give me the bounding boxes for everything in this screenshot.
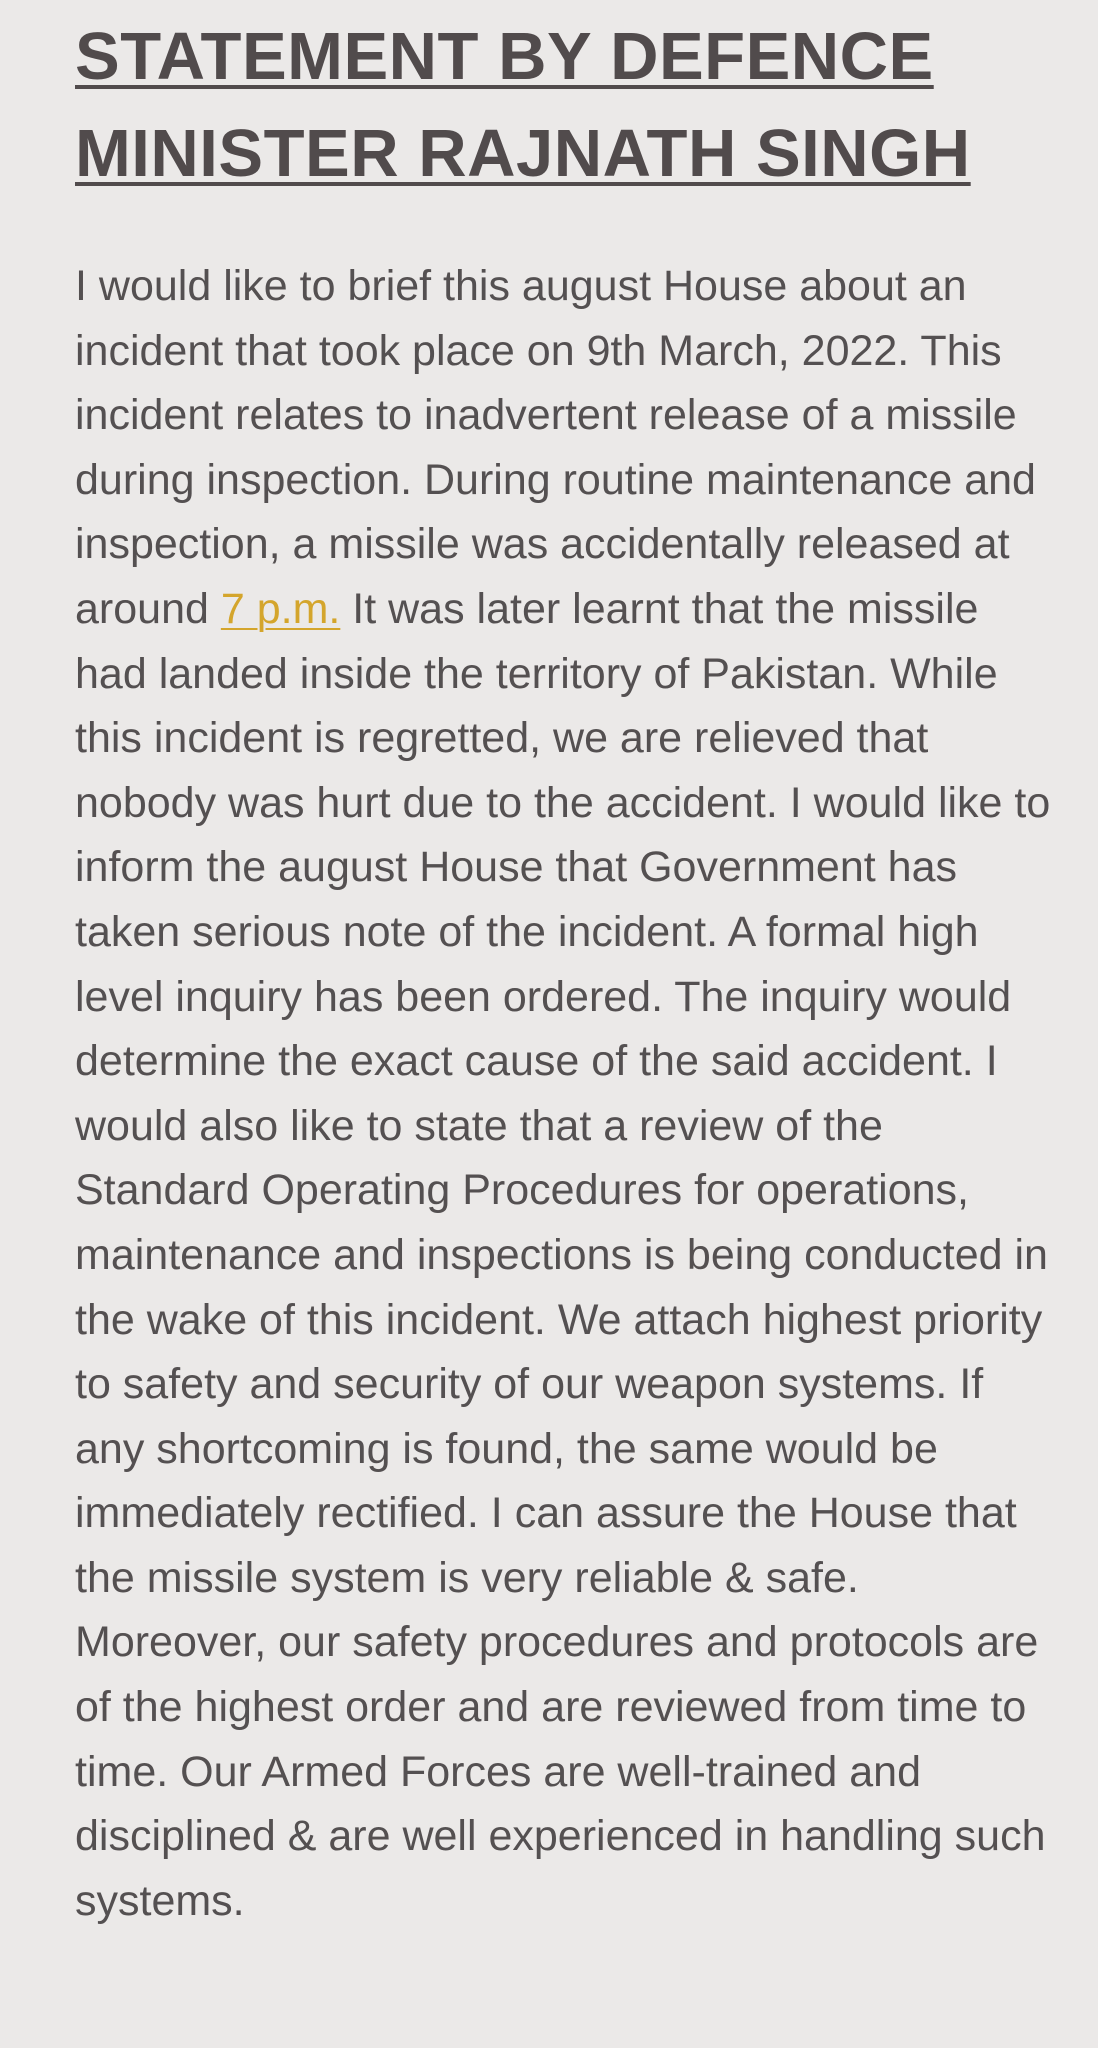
statement-text-after-link: It was later learnt that the missile had landed inside the territory of Pakistan. While this incident is regretted, we are relieved that nobody was hurt due to the accident. I would like to inform the august House that Government has taken serious note of the incident. A formal high level inquiry has been ordered. The inquiry would determine the exact cause of the said accident. I would also like to state that a review of the Standard Operating Procedures for operations, maintenance and inspections is being conducted in the wake of this incident. We attach highest priority to safety and security of our weapon systems. If any shortcoming is found, the same would be immediately rectified. I can assure the House that the missile system is very reliable & safe. Moreover, our safety procedures and protocols are of the highest order and are reviewed from time to time. Our Armed Forces are well-trained and disciplined & are well experienced in handling such systems. [75,584,1051,1925]
title-line-1: STATEMENT BY DEFENCE [75,19,934,94]
statement-body [75,254,1060,1933]
time-link[interactable]: 7 p.m. [220,584,341,633]
statement-text-before-link: I would like to brief this august House about an incident that took place on 9th March, 2022. This incident relates to inadvertent release of a missile during inspection. During routine maintenance and inspection, a missile was accidentally released at around [75,262,1036,633]
title-line-2: MINISTER RAJNATH SINGH [75,116,971,191]
statement-title [75,8,1060,202]
